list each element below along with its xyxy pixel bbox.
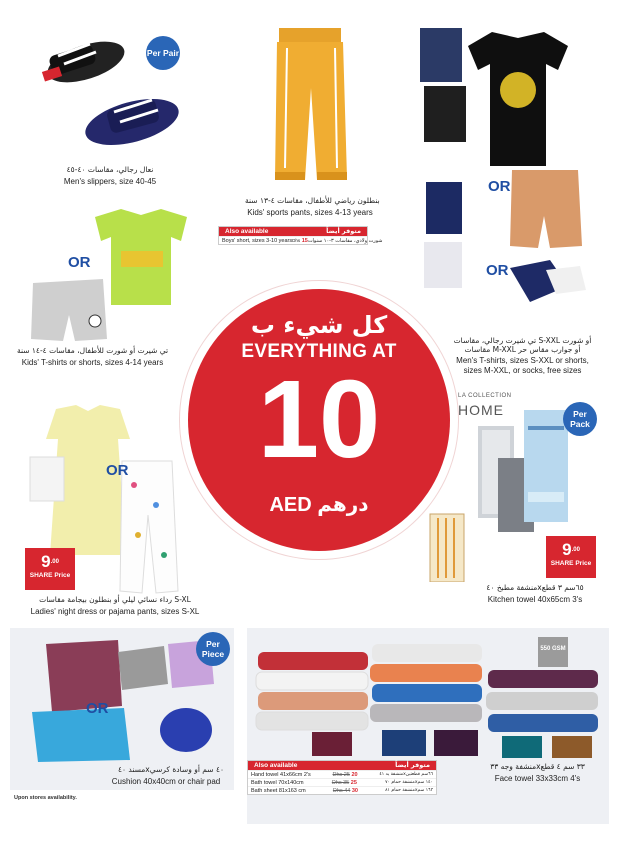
night-dress-caption-en: Ladies' night dress or pajama pants, sizes S-XL bbox=[30, 607, 200, 616]
also-available-row bbox=[248, 778, 436, 786]
share-price-decimals: .00 bbox=[571, 547, 580, 553]
share-price-tag bbox=[546, 536, 596, 578]
sports-pants-caption-en: Kids' sports pants, sizes 4-13 years bbox=[247, 208, 373, 217]
row-label-en: Bath sheet 81x163 cm bbox=[251, 788, 306, 794]
per-pair-label: Per Pair bbox=[146, 48, 180, 58]
mens-tshirts-caption-en-1: Men's T-shirts, sizes S-XXL or shorts, bbox=[456, 356, 589, 365]
share-price-amount: 9 bbox=[41, 552, 51, 571]
row-currency: Dhs bbox=[292, 238, 301, 243]
kids-tshirts-caption-en: Kids' T-shirts or shorts, sizes 4-14 years bbox=[21, 358, 164, 367]
mens-tshirts-image bbox=[418, 24, 593, 324]
or-label: OR bbox=[86, 700, 109, 717]
brand-small: LA COLLECTION bbox=[458, 393, 512, 399]
everything-at-10-circle bbox=[188, 289, 450, 551]
everything-at-ar: كل شيء ب bbox=[250, 311, 388, 339]
slippers-caption-en: Men's slippers, size 40-45 bbox=[63, 177, 157, 186]
or-label: OR bbox=[68, 254, 91, 271]
also-available-box bbox=[247, 760, 437, 795]
row-price: 15 bbox=[301, 238, 308, 244]
per-pack-label: Per Pack bbox=[570, 409, 590, 429]
face-towel-caption-en: Face towel 33x33cm 4's bbox=[494, 774, 581, 783]
per-pair-badge bbox=[146, 36, 180, 70]
share-price-amount: 9 bbox=[562, 540, 572, 559]
currency-en: AED bbox=[269, 494, 312, 516]
slippers-caption-ar: نعال رجالي، مقاسات ٤٠-٤٥ bbox=[66, 165, 154, 174]
currency-label bbox=[188, 492, 450, 517]
also-available-row bbox=[219, 236, 383, 244]
row-label-en: Bath towel 70x140cm bbox=[251, 780, 304, 786]
or-label: OR bbox=[486, 262, 509, 279]
row-label-en: Boys' short, sizes 3-10 years bbox=[222, 238, 293, 244]
also-available-header bbox=[219, 227, 367, 236]
share-price-decimals: .00 bbox=[50, 559, 59, 565]
share-price-value bbox=[25, 548, 75, 572]
row-price: 20 bbox=[351, 772, 358, 778]
also-available-title-en: Also available bbox=[225, 228, 269, 235]
also-available-row bbox=[248, 770, 436, 778]
also-available-box bbox=[218, 226, 383, 245]
row-label-ar: منشفة حمام ٧٠x١٤٠ سم bbox=[385, 780, 433, 785]
also-available-header bbox=[248, 761, 436, 770]
sports-pants-image bbox=[265, 28, 355, 188]
or-label: OR bbox=[106, 462, 129, 479]
brand-big: HOME bbox=[458, 402, 504, 418]
row-label-ar: شورت ولادي، مقاسات ٣-١٠ سنوات bbox=[307, 238, 383, 244]
also-available-title-ar: متوفر أيضاً bbox=[326, 227, 361, 235]
row-old-price: Dhs 44 bbox=[332, 788, 351, 794]
gsm-badge: 550 GSM bbox=[538, 637, 568, 667]
currency-ar: درهم bbox=[317, 492, 369, 516]
cushion-caption-ar: مسند ٤٠x٤٠ سم أو وسادة كرسي bbox=[117, 765, 225, 774]
row-label-ar: منشفة حمام ٨١x١٦٣ سم bbox=[385, 788, 433, 793]
cushion-caption-en: Cushion 40x40cm or chair pad bbox=[111, 777, 221, 786]
cushion-image bbox=[18, 632, 218, 762]
row-label-ar: منشفة يد ٤١x٦٦سم قطعتين bbox=[379, 772, 433, 777]
or-label: OR bbox=[488, 178, 511, 195]
mens-tshirts-caption-en-2: sizes M-XXL, or socks, free sizes bbox=[463, 366, 582, 375]
share-price-label: SHARE Price bbox=[29, 572, 71, 579]
also-available-title-en: Also available bbox=[254, 762, 298, 769]
row-old-price: Dhs 25 bbox=[332, 772, 350, 778]
row-old-price: Dhs 35 bbox=[331, 780, 350, 786]
row-price: 25 bbox=[350, 780, 357, 786]
sports-pants-caption-ar: بنطلون رياضي للأطفال، مقاسات ٤-١٣ سنة bbox=[245, 196, 380, 205]
footnote: Upon stores availability. bbox=[14, 795, 77, 801]
row-label-en: Hand towel 41x66cm 2's bbox=[251, 772, 311, 778]
share-price-value bbox=[546, 536, 596, 560]
price-10: 10 bbox=[257, 358, 381, 481]
per-piece-badge bbox=[196, 632, 230, 666]
also-available-row bbox=[248, 786, 436, 794]
row-price: 30 bbox=[351, 788, 358, 794]
also-available-title-ar: متوفر أيضاً bbox=[395, 761, 430, 769]
kids-tshirts-image bbox=[25, 205, 200, 345]
kitchen-towel-caption-en: Kitchen towel 40x65cm 3's bbox=[487, 595, 583, 604]
everything-at-en: EVERYTHING AT bbox=[241, 341, 397, 362]
face-towel-caption-ar: منشفة وجه ٣٣x٣٣ سم ٤ قطع bbox=[490, 762, 585, 771]
kids-tshirts-caption-ar: تي شيرت أو شورت للأطفال، مقاسات ٤-١٤ سنة bbox=[16, 346, 169, 355]
per-piece-label: Per Piece bbox=[201, 639, 225, 659]
night-dress-caption-ar: رداء نسائي ليلي أو بنطلون بيجامة مقاسات S-XL bbox=[39, 595, 191, 604]
share-price-label: SHARE Price bbox=[550, 560, 592, 567]
share-price-tag bbox=[25, 548, 75, 590]
mens-tshirts-caption-ar: تي شيرت رجالي، مقاسات S-XXL أو شورت مقاسات M-XXL أو جوارب مقاس حر bbox=[453, 336, 592, 354]
per-pack-badge bbox=[563, 402, 597, 436]
kitchen-towel-caption-ar: منشفة مطبخ ٤٠x٦٥سم ٣ قطع bbox=[486, 583, 584, 592]
